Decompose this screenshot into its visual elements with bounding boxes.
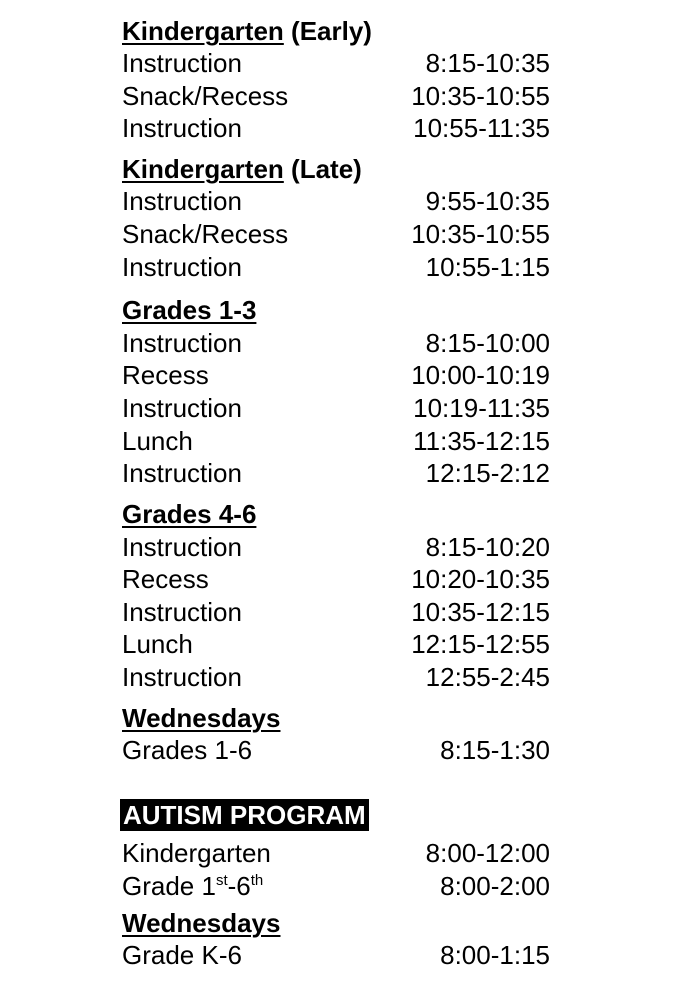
row-label: Instruction — [122, 48, 242, 78]
row-time: 8:00-2:00 — [440, 871, 550, 901]
section-title: Kindergarten — [122, 154, 284, 184]
row-time: 10:35-10:55 — [411, 81, 550, 111]
schedule-row — [122, 870, 550, 902]
section-title: Kindergarten — [122, 16, 284, 46]
row-time: 12:15-12:55 — [411, 629, 550, 659]
row-time: 12:55-2:45 — [425, 662, 550, 692]
schedule-row — [122, 457, 550, 489]
row-label: Lunch — [122, 629, 193, 659]
row-time: 10:55-11:35 — [413, 113, 550, 143]
row-label: Kindergarten — [122, 838, 271, 868]
row-label: Instruction — [122, 532, 242, 562]
row-label: Snack/Recess — [122, 219, 289, 249]
schedule-row — [122, 185, 550, 217]
row-label: Recess — [122, 564, 209, 594]
autism-program-banner: AUTISM PROGRAM — [120, 799, 369, 831]
schedule-row — [122, 251, 550, 283]
row-time: 8:00-12:00 — [425, 838, 550, 868]
row-label: Lunch — [122, 426, 193, 456]
schedule-row — [122, 531, 550, 563]
schedule-row — [122, 837, 550, 869]
row-label: Instruction — [122, 662, 242, 692]
row-time: 8:15-1:30 — [440, 735, 550, 765]
schedule-row — [122, 596, 550, 628]
grade-range-end: -6 — [227, 871, 251, 901]
row-label: Instruction — [122, 328, 242, 358]
section-suffix: (Late) — [283, 154, 362, 184]
row-label-grades — [122, 870, 263, 902]
row-label: Snack/Recess — [122, 81, 289, 111]
schedule-row — [122, 218, 550, 250]
row-time: 9:55-10:35 — [425, 186, 550, 216]
schedule-row — [122, 628, 550, 660]
schedule-row — [122, 425, 550, 457]
grade-prefix: Grade 1 — [122, 871, 216, 901]
row-time: 11:35-12:15 — [413, 426, 550, 456]
row-label: Instruction — [122, 597, 242, 627]
section-title: Grades 4-6 — [122, 499, 257, 529]
row-time: 8:15-10:35 — [425, 48, 550, 78]
row-time: 10:20-10:35 — [411, 564, 550, 594]
schedule-row — [122, 112, 550, 144]
row-time: 8:15-10:00 — [425, 328, 550, 358]
schedule-row — [122, 734, 550, 766]
ordinal-suffix-st: st — [215, 872, 228, 889]
schedule-row — [122, 80, 550, 112]
section-title: Wednesdays — [122, 908, 281, 938]
row-time: 8:15-10:20 — [425, 532, 550, 562]
section-title: Wednesdays — [122, 703, 281, 733]
schedule-row — [122, 392, 550, 424]
row-label: Instruction — [122, 458, 242, 488]
row-label: Grades 1-6 — [122, 735, 253, 765]
schedule-row — [122, 563, 550, 595]
ordinal-suffix-th: th — [250, 872, 264, 889]
row-time: 10:00-10:19 — [411, 360, 550, 390]
row-label: Instruction — [122, 393, 242, 423]
row-label: Instruction — [122, 252, 242, 282]
section-heading-kindergarten-late — [122, 153, 362, 185]
row-time: 12:15-2:12 — [425, 458, 550, 488]
schedule-row — [122, 661, 550, 693]
row-label: Recess — [122, 360, 209, 390]
schedule-row — [122, 47, 550, 79]
row-label: Grade K-6 — [122, 940, 242, 970]
row-time: 10:55-1:15 — [425, 252, 550, 282]
section-heading-kindergarten-early — [122, 15, 372, 47]
section-heading-wednesdays — [122, 702, 280, 734]
schedule-row — [122, 359, 550, 391]
row-time: 8:00-1:15 — [440, 940, 550, 970]
section-title: Grades 1-3 — [122, 295, 257, 325]
row-label: Instruction — [122, 113, 242, 143]
row-time: 10:35-12:15 — [411, 597, 550, 627]
section-heading-autism-wednesdays — [122, 907, 280, 939]
row-time: 10:35-10:55 — [411, 219, 550, 249]
section-heading-grades-4-6 — [122, 498, 256, 530]
row-label: Instruction — [122, 186, 242, 216]
section-heading-grades-1-3 — [122, 294, 256, 326]
section-suffix: (Early) — [283, 16, 372, 46]
schedule-row — [122, 939, 550, 971]
row-time: 10:19-11:35 — [413, 393, 550, 423]
schedule-row — [122, 327, 550, 359]
